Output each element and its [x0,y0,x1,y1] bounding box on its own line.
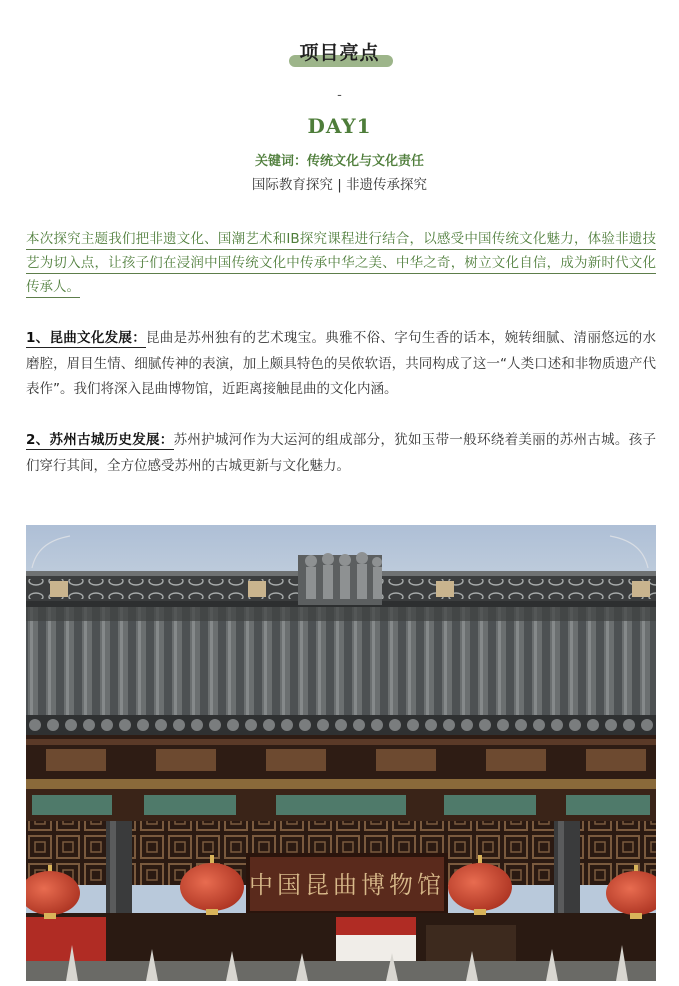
highlight-item-kunqu [26,326,656,403]
item-text: 苏州护城河作为大运河的组成部分，犹如玉带一般环绕着美丽的苏州古城。孩子们穿行其间，全方位感受苏州的古城更新与文化魅力。 [26,432,656,474]
day-label: DAY1 [307,114,372,138]
item-lead: 2、苏州古城历史发展： [26,432,174,448]
divider-dash: - [337,88,342,103]
item-lead: 1、昆曲文化发展： [26,330,147,346]
item-text: 昆曲是苏州独有的艺术瑰宝。典雅不俗、字句生香的话本，婉转细腻、清丽悠远的水磨腔，眉目生情、细腻传神的表演，加上颇具特色的吴侬软语，共同构成了这一“人类口述和非物质遗产代表作”。我们将深入昆曲博物馆，近距离接触昆曲的文化内涵。 [26,330,656,397]
highlight-item-oldcity [26,428,656,479]
museum-photo [26,525,656,981]
plaque-text: 中国昆曲博物馆 [249,871,445,899]
intro-paragraph [26,227,656,299]
section-title: 项目亮点 [299,42,380,64]
museum-illustration [26,525,656,981]
corner-ornament-right [600,530,650,570]
intro-text: 本次探究主题我们把非遗文化、国潮艺术和IB探究课程进行结合，以感受中国传统文化魅力，体验非遗技艺为切入点，让孩子们在浸润中国传统文化中传承中华之美、中华之奇，树立文化自信，成为新时代文化传承人。 [26,231,656,298]
corner-ornament-left [30,530,80,570]
keywords-line: 关键词：传统文化与文化责任 [254,154,424,169]
day-subtitle: 国际教育探究 | 非遗传承探究 [251,177,428,193]
section-header [0,38,679,65]
